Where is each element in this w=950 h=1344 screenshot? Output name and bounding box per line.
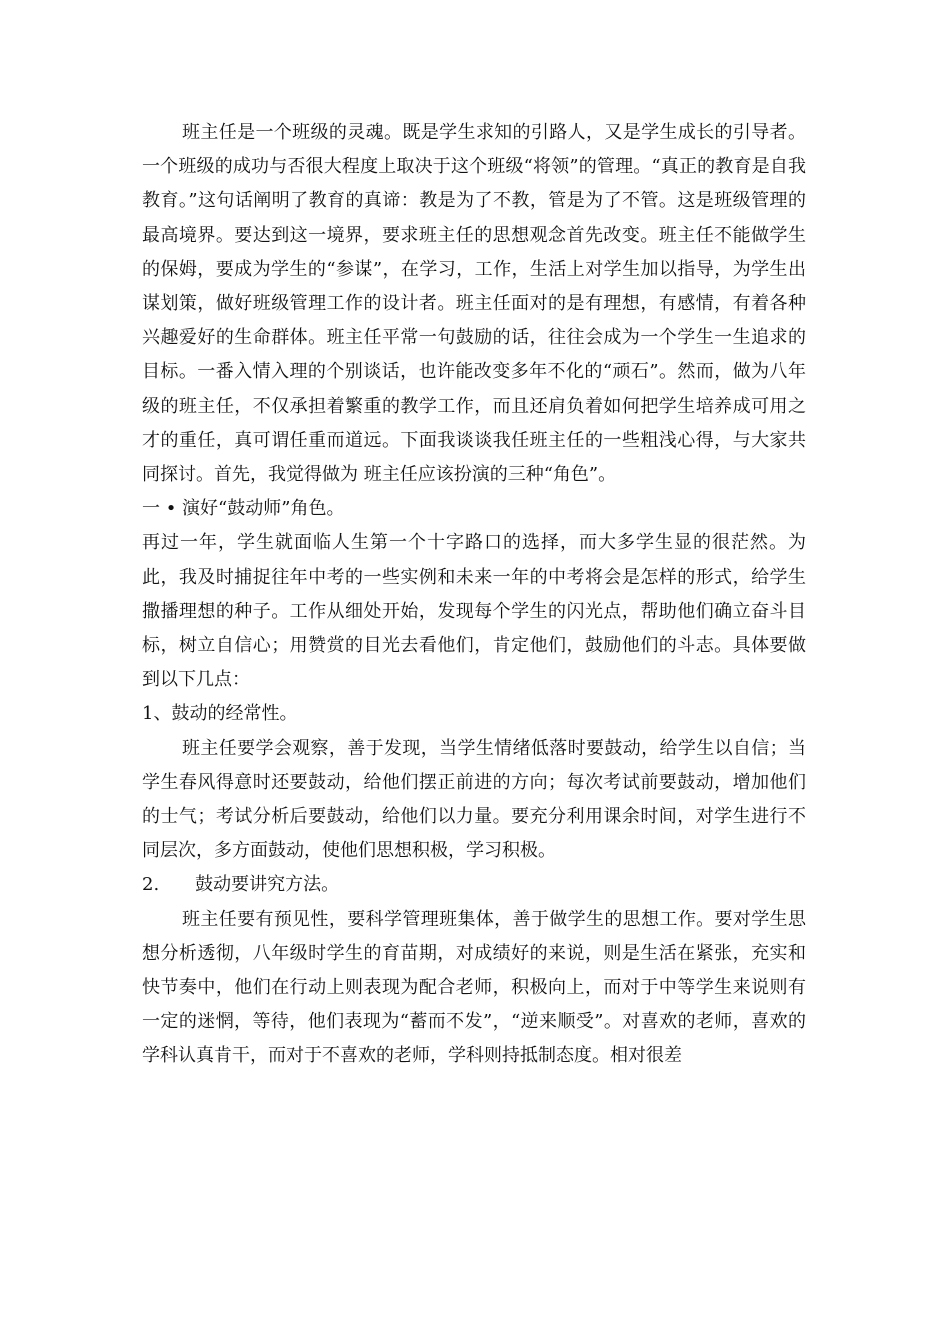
subheading-1-paragraph: 班主任要学会观察，善于发现，当学生情绪低落时要鼓动，给学生以自信；当学生春风得意时还要鼓动，给他们摆正前进的方向；每次考试前要鼓动，增加他们的士气；考试分析后要鼓动，给他们以力量。要充分利用课余时间，对学生进行不同层次，多方面鼓动，使他们思想积极，学习积极。 bbox=[142, 737, 806, 862]
document-body bbox=[142, 116, 806, 1074]
intro-paragraph: 班主任是一个班级的灵魂。既是学生求知的引路人，又是学生成长的引导者。一个班级的成功与否很大程度上取决于这个班级“将领”的管理。“真正的教育是自我教育。”这句话阐明了教育的真谛：教是为了不教，管是为了不管。这是班级管理的最高境界。要达到这一境界，要求班主任的思想观念首先改变。班主任不能做学生的保姆，要成为学生的“参谋”，在学习，工作，生活上对学生加以指导，为学生出谋划策，做好班级管理工作的设计者。班主任面对的是有理想，有感情，有着各种兴趣爱好的生命群体。班主任平常一句鼓励的话，往往会成为一个学生一生追求的目标。一番入情入理的个别谈话，也许能改变多年不化的“顽石”。然而，做为八年级的班主任，不仅承担着繁重的教学工作，而且还肩负着如何把学生培养成可用之才的重任，真可谓任重而道远。下面我谈谈我任班主任的一些粗浅心得，与大家共同探讨。首先，我觉得做为 班主任应该扮演的三种“角色”。 bbox=[142, 122, 806, 486]
subheading-2: 2. 鼓动要讲究方法。 bbox=[142, 874, 340, 896]
section-heading-1: 一 • 演好“鼓动师”角色。 bbox=[142, 498, 345, 520]
subheading-1: 1、鼓动的经常性。 bbox=[142, 703, 298, 725]
subheading-2-paragraph: 班主任要有预见性，要科学管理班集体，善于做学生的思想工作。要对学生思想分析透彻，八年级时学生的育苗期，对成绩好的来说，则是生活在紧张，充实和快节奏中，他们在行动上则表现为配合老师，积极向上，而对于中等学生来说则有一定的迷惘，等待，他们表现为“蓄而不发”，“逆来顺受”。对喜欢的老师，喜欢的学科认真肯干，而对于不喜欢的老师，学科则持抵制态度。相对很差 bbox=[142, 908, 806, 1067]
section-1-paragraph: 再过一年，学生就面临人生第一个十字路口的选择，而大多学生显的很茫然。为此，我及时捕捉往年中考的一些实例和未来一年的中考将会是怎样的形式，给学生撒播理想的种子。工作从细处开始，发现每个学生的闪光点，帮助他们确立奋斗目标，树立自信心；用赞赏的目光去看他们，肯定他们，鼓励他们的斗志。具体要做到以下几点： bbox=[142, 532, 806, 691]
